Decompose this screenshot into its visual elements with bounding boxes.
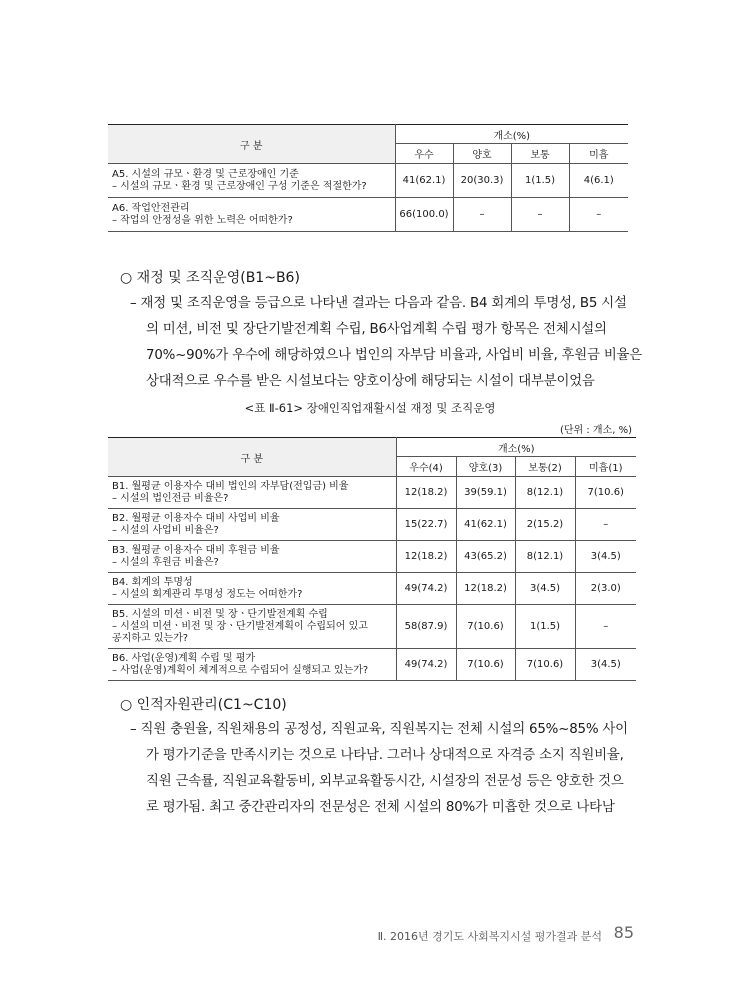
row-line: B3. 월평균 이용자수 대비 후원금 비율 — [112, 544, 280, 556]
cell-value: 4(6.1) — [569, 164, 628, 198]
paragraph-line: 상대적으로 우수를 받은 시설보다는 양호이상에 해당되는 시설이 대부분이었음 — [146, 374, 595, 389]
cell-value: 7(10.6) — [456, 649, 515, 681]
cell-value: 3(4.5) — [515, 573, 575, 605]
row-line: 공지하고 있는가? — [112, 632, 189, 644]
cell-value: 12(18.2) — [456, 573, 515, 605]
table-header-gubun: 구 분 — [108, 125, 395, 164]
cell-value: 8(12.1) — [515, 477, 575, 509]
cell-value: 43(65.2) — [456, 541, 515, 573]
row-line: B1. 월평균 이용자수 대비 법인의 자부담(전입금) 비율 — [112, 480, 349, 492]
table-header-col: 양호(3) — [456, 457, 515, 477]
cell-value: 12(18.2) — [396, 541, 456, 573]
cell-value: 8(12.1) — [515, 541, 575, 573]
cell-value: – — [453, 198, 511, 232]
cell-value: 58(87.9) — [396, 605, 456, 649]
table-caption: <표 Ⅱ-61> 장애인직업재활시설 재정 및 조직운영 — [244, 401, 496, 415]
table-row — [108, 605, 636, 649]
row-line: – 시설의 후원금 비율은? — [112, 556, 219, 568]
row-line: – 시설의 사업비 비율은? — [112, 524, 219, 536]
cell-value: 2(3.0) — [575, 573, 636, 605]
table-row — [108, 477, 636, 509]
row-line: – 사업(운영)계획이 체계적으로 수립되어 실행되고 있는가? — [112, 664, 369, 676]
table-unit-note: (단위 : 개소, %) — [559, 425, 632, 436]
table-header-col: 미흡 — [569, 144, 628, 164]
cell-value: 41(62.1) — [456, 509, 515, 541]
table-header-col: 보통 — [511, 144, 569, 164]
cell-value: 2(15.2) — [515, 509, 575, 541]
row-line: B5. 시설의 미션ㆍ비전 및 장ㆍ단기발전계획 수립 — [112, 608, 328, 620]
section-heading-finance: ○ 재정 및 조직운영(B1~B6) — [120, 270, 300, 286]
cell-value: 15(22.7) — [396, 509, 456, 541]
table-row — [108, 541, 636, 573]
cell-value: 66(100.0) — [395, 198, 453, 232]
cell-value: 7(10.6) — [456, 605, 515, 649]
table-header-col: 우수(4) — [396, 457, 456, 477]
table-b1-b6 — [108, 437, 636, 681]
cell-value: 1(1.5) — [511, 164, 569, 198]
cell-value: 49(74.2) — [396, 649, 456, 681]
table-row — [108, 164, 628, 198]
table-row — [108, 573, 636, 605]
table-header-count: 개소(%) — [395, 125, 628, 144]
cell-value: 7(10.6) — [515, 649, 575, 681]
table-header-col: 보통(2) — [515, 457, 575, 477]
cell-value: – — [575, 509, 636, 541]
table-row — [108, 649, 636, 681]
paragraph-line: 70%~90%가 우수에 해당하였으나 법인의 자부담 비율과, 사업비 비율, 후원금 비율은 — [146, 348, 643, 363]
paragraph-line: – 직원 충원율, 직원채용의 공정성, 직원교육, 직원복지는 전체 시설의 65%~85% 사이 — [130, 722, 628, 737]
cell-value: 12(18.2) — [396, 477, 456, 509]
row-line: B4. 회계의 투명성 — [112, 576, 193, 588]
cell-value: 1(1.5) — [515, 605, 575, 649]
row-line: – 시설의 미션ㆍ비전 및 장ㆍ단기발전계획이 수립되어 있고 — [112, 620, 368, 632]
row-line: – 시설의 법인전금 비율은? — [112, 492, 229, 504]
row-line: B2. 월평균 이용자수 대비 사업비 비율 — [112, 512, 280, 524]
footer-chapter: Ⅱ. 2016년 경기도 사회복지시설 평가결과 분석 — [377, 930, 602, 943]
table-row — [108, 509, 636, 541]
table-header-count: 개소(%) — [396, 438, 636, 457]
paragraph-line: 직원 근속률, 직원교육활동비, 외부교육활동시간, 시설장의 전문성 등은 양호한 것으 — [146, 774, 624, 789]
table-header-col: 우수 — [395, 144, 453, 164]
cell-value: 7(10.6) — [575, 477, 636, 509]
row-line: – 시설의 회계관리 투명성 정도는 어떠한가? — [112, 588, 303, 600]
table-row — [108, 198, 628, 232]
paragraph-line: 의 미션, 비전 및 장단기발전계획 수립, B6사업계획 수립 평가 항목은 전체시설의 — [146, 322, 607, 337]
cell-value: 39(59.1) — [456, 477, 515, 509]
cell-value: 3(4.5) — [575, 541, 636, 573]
row-title: A6. 작업안전관리 — [112, 202, 190, 214]
table-header-gubun: 구 분 — [108, 438, 396, 477]
cell-value: – — [569, 198, 628, 232]
table-a5-a6 — [108, 124, 628, 232]
page-number: 85 — [613, 923, 634, 942]
section-heading-hr: ○ 인적자원관리(C1~C10) — [120, 697, 287, 713]
cell-value: 20(30.3) — [453, 164, 511, 198]
row-title: A5. 시설의 규모ㆍ환경 및 근로장애인 기준 — [112, 168, 299, 180]
cell-value: 49(74.2) — [396, 573, 456, 605]
paragraph-line: 로 평가됨. 최고 중간관리자의 전문성은 전체 시설의 80%가 미흡한 것으로 나타남 — [146, 800, 615, 815]
cell-value: 41(62.1) — [395, 164, 453, 198]
row-subtitle: – 시설의 규모ㆍ환경 및 근로장애인 구성 기준은 적절한가? — [112, 180, 367, 192]
table-header-col: 미흡(1) — [575, 457, 636, 477]
cell-value: – — [575, 605, 636, 649]
table-header-col: 양호 — [453, 144, 511, 164]
paragraph-line: 가 평가기준을 만족시키는 것으로 나타남. 그러나 상대적으로 자격증 소지 직원비율, — [146, 748, 624, 763]
cell-value: 3(4.5) — [575, 649, 636, 681]
row-subtitle: – 작업의 안정성을 위한 노력은 어떠한가? — [112, 214, 293, 226]
row-line: B6. 사업(운영)계획 수립 및 평가 — [112, 652, 256, 664]
paragraph-line: – 재정 및 조직운영을 등급으로 나타낸 결과는 다음과 같음. B4 회계의 투명성, B5 시설 — [130, 296, 627, 311]
cell-value: – — [511, 198, 569, 232]
